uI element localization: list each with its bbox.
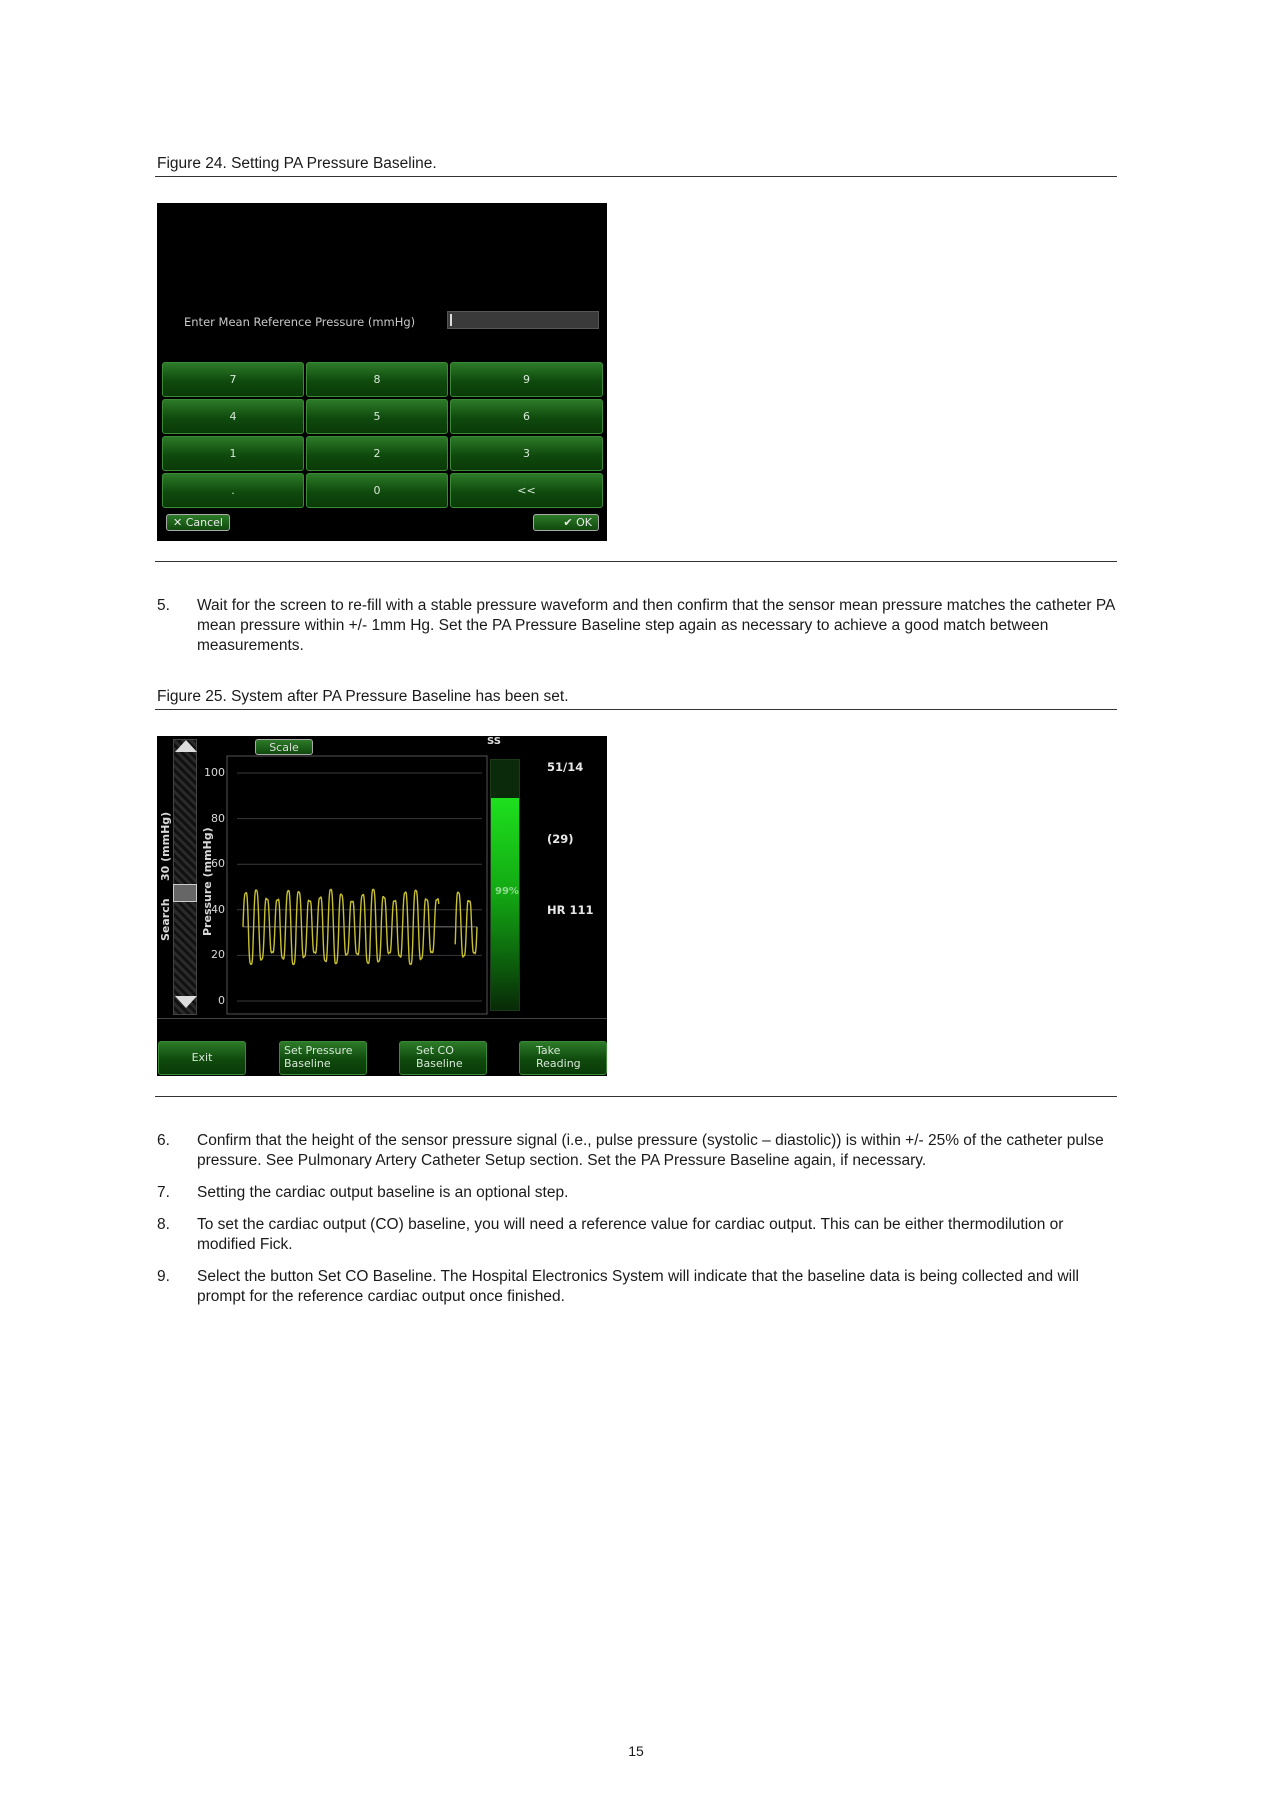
step-text: To set the cardiac output (CO) baseline, you will need a reference value for cardiac output. This can be either thermodilution or modified Fick. <box>197 1216 1064 1253</box>
scale-button[interactable]: Scale <box>255 739 313 755</box>
button-line-1: Take <box>536 1044 561 1057</box>
figure-25-waveform-screen <box>157 736 607 1076</box>
step-number: 7. <box>157 1184 170 1201</box>
close-icon: ✕ <box>173 516 183 529</box>
step-8 <box>157 1215 1115 1255</box>
button-line-2: Baseline <box>416 1057 463 1070</box>
checkmark-icon: ✔ <box>563 516 573 529</box>
ok-label: OK <box>576 516 592 529</box>
y-tick-80: 80 <box>211 811 225 825</box>
y-tick-0: 0 <box>218 994 225 1007</box>
pressure-waveform-plot <box>157 736 607 1076</box>
y-tick-20: 20 <box>211 948 225 962</box>
key-3[interactable]: 3 <box>450 436 603 471</box>
key-decimal[interactable]: . <box>162 473 304 508</box>
button-line-1: Set CO <box>416 1044 454 1057</box>
reference-pressure-input[interactable] <box>447 311 599 329</box>
step-number: 5. <box>157 597 170 614</box>
key-2[interactable]: 2 <box>306 436 448 471</box>
y-axis-label: Pressure (mmHg) <box>201 827 214 936</box>
exit-button[interactable]: Exit <box>158 1041 246 1075</box>
key-6[interactable]: 6 <box>450 399 603 434</box>
button-line-2: Reading <box>536 1057 581 1070</box>
step-6 <box>157 1131 1115 1171</box>
step-text: Confirm that the height of the sensor pressure signal (i.e., pulse pressure (systolic – diastolic)) is within +/- 25% of the catheter pulse pressure. See Pulmonary Artery Catheter Setup section. Set the PA Pressure Baseline again, if necessary. <box>197 1132 1104 1169</box>
step-text: Select the button Set CO Baseline. The Hospital Electronics System will indicate that the baseline data is being collected and will prompt for the reference cardiac output once finished. <box>197 1268 1079 1305</box>
caption-rule <box>155 176 1117 177</box>
cancel-label: Cancel <box>185 516 223 529</box>
numeric-keypad <box>162 362 602 508</box>
key-4[interactable]: 4 <box>162 399 304 434</box>
figure-25-caption: Figure 25. System after PA Pressure Baseline has been set. <box>157 688 569 705</box>
key-5[interactable]: 5 <box>306 399 448 434</box>
key-backspace[interactable]: << <box>450 473 603 508</box>
key-8[interactable]: 8 <box>306 362 448 397</box>
step-5 <box>157 596 1115 656</box>
figure-rule <box>155 1096 1117 1097</box>
step-text: Setting the cardiac output baseline is an optional step. <box>197 1184 569 1201</box>
step-text: Wait for the screen to re-fill with a stable pressure waveform and then confirm that the sensor mean pressure matches the catheter PA mean pressure within +/- 1mm Hg. Set the PA Pressure Baseline step again as necessary to achieve a good match between measurements. <box>197 597 1115 654</box>
button-line-1: Set Pressure <box>284 1044 353 1057</box>
ok-button[interactable] <box>533 514 599 531</box>
figure-24-caption: Figure 24. Setting PA Pressure Baseline. <box>157 155 437 172</box>
systolic-diastolic-reading: 51/14 <box>547 760 584 774</box>
search-value: 30 (mmHg) <box>159 811 172 881</box>
plot-frame <box>227 756 487 1014</box>
text-cursor <box>450 314 452 326</box>
key-9[interactable]: 9 <box>450 362 603 397</box>
button-line-2: Baseline <box>284 1057 331 1070</box>
set-co-baseline-button[interactable] <box>399 1041 487 1075</box>
key-0[interactable]: 0 <box>306 473 448 508</box>
y-tick-40: 40 <box>211 902 225 916</box>
screen-divider <box>157 1018 607 1019</box>
heart-rate-reading: HR 111 <box>547 903 594 917</box>
search-label: Search <box>159 898 172 941</box>
signal-strength-label: SS <box>487 736 501 747</box>
cancel-button[interactable] <box>166 514 230 531</box>
page-number: 15 <box>628 1743 644 1759</box>
signal-strength-bar <box>490 759 520 1011</box>
figure-rule <box>155 561 1117 562</box>
step-9 <box>157 1267 1115 1307</box>
key-7[interactable]: 7 <box>162 362 304 397</box>
key-1[interactable]: 1 <box>162 436 304 471</box>
signal-strength-percent: 99% <box>495 886 519 897</box>
take-reading-button[interactable] <box>519 1041 607 1075</box>
step-number: 8. <box>157 1216 170 1233</box>
y-tick-100: 100 <box>204 766 225 779</box>
figure-24-keypad-screen <box>157 203 607 541</box>
y-tick-60: 60 <box>211 857 225 871</box>
set-pressure-baseline-button[interactable] <box>279 1041 367 1075</box>
step-number: 6. <box>157 1132 170 1149</box>
mean-pressure-reading: (29) <box>547 832 574 846</box>
reference-pressure-prompt: Enter Mean Reference Pressure (mmHg) <box>184 315 416 329</box>
signal-strength-fill <box>491 798 519 1011</box>
step-7 <box>157 1183 1115 1203</box>
caption-rule <box>155 709 1117 710</box>
step-number: 9. <box>157 1268 170 1285</box>
